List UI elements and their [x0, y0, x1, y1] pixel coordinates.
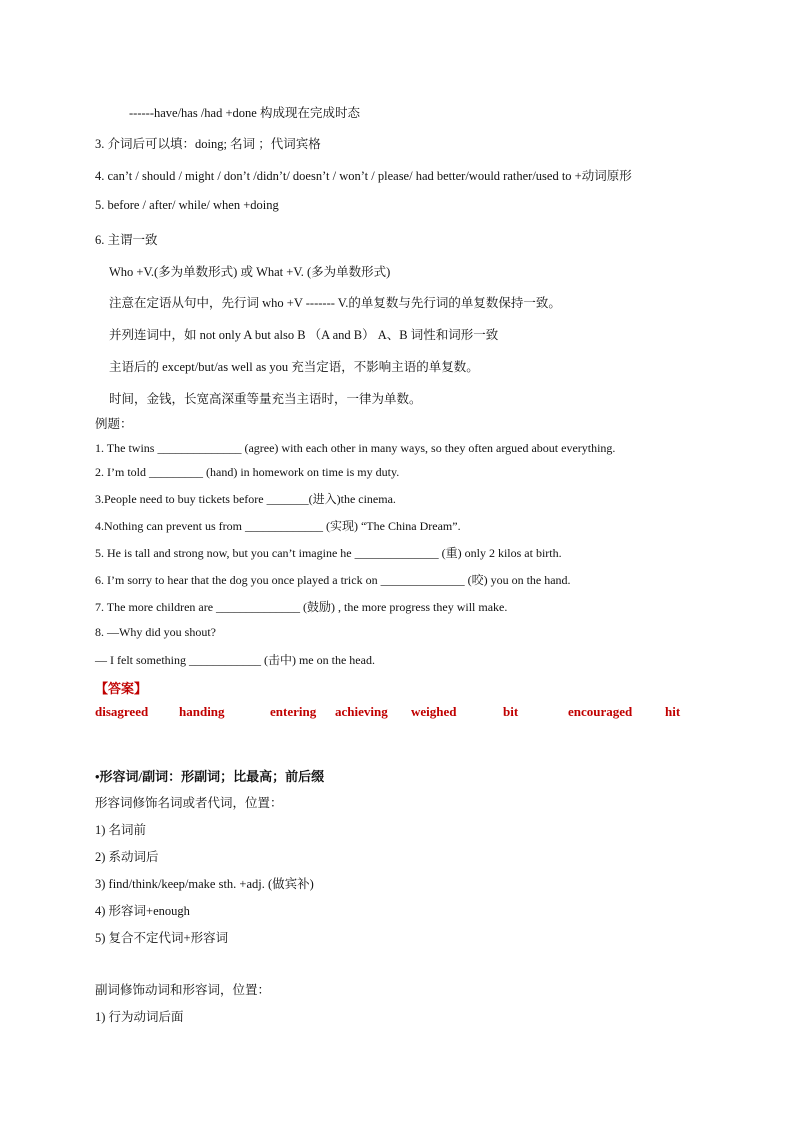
question-6: 6. I’m sorry to hear that the dog you once played a trick on ______________ (咬) you on the hand.	[95, 573, 571, 587]
answer-8: hit	[665, 704, 681, 719]
adjective-position-2: 2) 系动词后	[95, 850, 159, 864]
question-8-prompt: 8. —Why did you shout?	[95, 625, 216, 639]
question-1: 1. The twins ______________ (agree) with each other in many ways, so they often argued about everything.	[95, 441, 616, 455]
adjective-position-1: 1) 名词前	[95, 823, 147, 837]
adjective-position-4: 4) 形容词+enough	[95, 904, 190, 918]
rule-6a: Who +V.(多为单数形式) 或 What +V. (多为单数形式)	[109, 265, 391, 279]
answer-4: achieving	[335, 704, 388, 719]
answer-1: disagreed	[95, 704, 149, 719]
question-7: 7. The more children are ______________ (鼓励) , the more progress they will make.	[95, 600, 508, 614]
question-2: 2. I’m told _________ (hand) in homework on time is my duty.	[95, 465, 400, 479]
rule-6: 6. 主谓一致	[95, 233, 158, 247]
question-4: 4.Nothing can prevent us from _____________ (实现) “The China Dream”.	[95, 519, 461, 533]
question-5: 5. He is tall and strong now, but you can’t imagine he ______________ (重) only 2 kilos at birth.	[95, 546, 562, 560]
question-8-reply: — I felt something ____________ (击中) me on the head.	[95, 653, 375, 667]
adjective-position-3: 3) find/think/keep/make sth. +adj. (做宾补)	[95, 877, 314, 891]
rule-3: 3. 介词后可以填：doing; 名词 ；代词宾格	[95, 137, 321, 151]
rule-6d: 主语后的 except/but/as well as you 充当定语，不影响主语的单复数。	[109, 360, 479, 374]
answer-5: weighed	[411, 704, 457, 719]
answer-6: bit	[503, 704, 519, 719]
rule-perfect-tense: ------have/has /had +done 构成现在完成时态	[129, 106, 360, 120]
answers-title: 【答案】	[95, 681, 148, 696]
answer-7: encouraged	[568, 704, 633, 719]
question-3: 3.People need to buy tickets before _______(进入)the cinema.	[95, 492, 396, 506]
adverb-intro: 副词修饰动词和形容词，位置：	[95, 983, 271, 997]
answer-3: entering	[270, 704, 317, 719]
rule-4: 4. can’t / should / might / don’t /didn’t/ doesn’t / won’t / please/ had better/would rather/used to +动词原形	[95, 169, 632, 183]
adjective-intro: 形容词修饰名词或者代词，位置：	[95, 796, 283, 810]
adjective-position-5: 5) 复合不定代词+形容词	[95, 931, 229, 945]
rule-6e: 时间，金钱，长宽高深重等量充当主语时，一律为单数。	[109, 392, 422, 406]
examples-title: 例题：	[95, 417, 133, 431]
rule-5: 5. before / after/ while/ when +doing	[95, 198, 279, 212]
adverb-position-1: 1) 行为动词后面	[95, 1010, 184, 1024]
rule-6b: 注意在定语从句中，先行词 who +V ------- V.的单复数与先行词的单复数保持一致。	[109, 296, 561, 310]
rule-6c: 并列连词中，如 not only A but also B （A and B） A、B 词性和词形一致	[109, 328, 499, 342]
answer-2: handing	[179, 704, 225, 719]
adjective-heading: •形容词/副词：形副词；比最高；前后缀	[95, 769, 325, 784]
